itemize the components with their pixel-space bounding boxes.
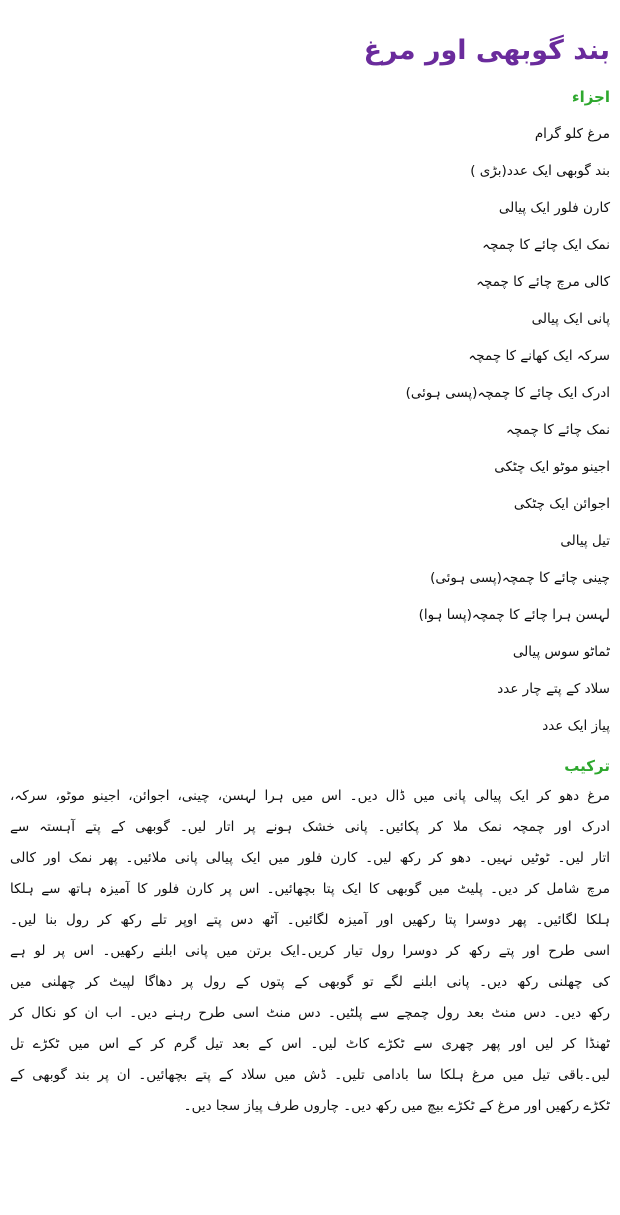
method-line: ادرک اور چمچہ نمک ملا کر پکائیں۔ پانی خشک ہونے پر اتار لیں۔ گوبھی کے پتے آہستہ سے <box>10 819 610 835</box>
method-heading: ترکیب <box>564 757 610 775</box>
method-line: رکھ دیں۔ دس منٹ بعد رول چمچے سے پلٹیں۔ دس منٹ اسی طرح رہنے دیں۔ اب ان کو نکال کر <box>10 1005 610 1021</box>
method-line: مرچ شامل کر دیں۔ پلیٹ میں گوبھی کا ایک پتا بچھائیں۔ اس پر کارن فلور کا آمیزہ ہاتھ سے ہلکا <box>10 881 610 897</box>
method-paragraph <box>10 781 610 1122</box>
method-line: ہلکا لگائیں۔ پھر دوسرا پتا رکھیں اور آمیزہ لگائیں۔ آٹھ دس پتے اوپر تلے رکھ کر رول بنا لیں۔ <box>10 912 610 928</box>
ingredients-list <box>10 116 610 745</box>
method-line: لیں۔باقی تیل میں مرغ ہلکا سا بادامی تلیں۔ ڈش میں سلاد کے پتے بچھائیں۔ ان پر بند گوبھی کے <box>10 1067 610 1083</box>
ingredient-item: سرکہ ایک کھانے کا چمچہ <box>468 348 610 364</box>
ingredient-item: لہسن ہرا چائے کا چمچہ(پسا ہوا) <box>418 607 610 623</box>
ingredient-item: نمک ایک چائے کا چمچہ <box>482 237 610 253</box>
ingredient-item: بند گوبھی ایک عدد(بڑی ) <box>470 163 610 179</box>
ingredient-item: سلاد کے پتے چار عدد <box>497 681 610 697</box>
ingredient-item: چینی چائے کا چمچہ(پسی ہوئی) <box>430 570 610 586</box>
method-line: ٹکڑے رکھیں اور مرغ کے ٹکڑے بیچ میں رکھ دیں۔ چاروں طرف پیاز سجا دیں۔ <box>183 1098 610 1114</box>
ingredient-item: اجینو موٹو ایک چٹکی <box>494 459 610 475</box>
method-line: اسی طرح اور پتے رکھ کر دوسرا رول تیار کریں۔ایک برتن میں پانی ابلنے رکھیں۔ اس پر لو ہے <box>10 943 610 959</box>
ingredient-item: ادرک ایک چائے کا چمچہ(پسی ہوئی) <box>405 385 610 401</box>
method-line: ٹھنڈا کر لیں اور پھر چھری سے ٹکڑے کاٹ لیں۔ اس کے بعد تیل گرم کر کے اس میں ٹکڑے تل <box>10 1036 610 1052</box>
ingredient-item: ٹماٹو سوس پیالی <box>512 644 610 660</box>
method-line: کی چھلنی رکھ دیں۔ پانی ابلنے لگے تو گوبھی کے پتوں کے رول پر دھاگا لپیٹ کر چھلنی میں <box>10 974 610 990</box>
ingredients-heading: اجزاء <box>571 88 610 106</box>
ingredient-item: اجوائن ایک چٹکی <box>513 496 610 512</box>
method-line: مرغ دھو کر ایک پیالی پانی میں ڈال دیں۔ اس میں ہرا لہسن، چینی، اجوائن، اجینو موٹو، سرکہ، <box>10 788 610 804</box>
ingredient-item: پانی ایک پیالی <box>531 311 610 327</box>
ingredient-item: مرغ کلو گرام <box>534 126 610 142</box>
method-line: اتار لیں۔ ٹوٹیں نہیں۔ دھو کر رکھ لیں۔ کارن فلور میں ایک پیالی پانی ملائیں۔ پھر نمک اور کالی <box>10 850 610 866</box>
ingredient-item: پیاز ایک عدد <box>542 718 610 734</box>
ingredient-item: کارن فلور ایک پیالی <box>498 200 610 216</box>
ingredient-item: تیل پیالی <box>560 533 610 549</box>
ingredient-item: نمک چائے کا چمچہ <box>506 422 610 438</box>
page-title: بند گوبھی اور مرغ <box>363 35 610 66</box>
ingredient-item: کالی مرچ چائے کا چمچہ <box>476 274 610 290</box>
